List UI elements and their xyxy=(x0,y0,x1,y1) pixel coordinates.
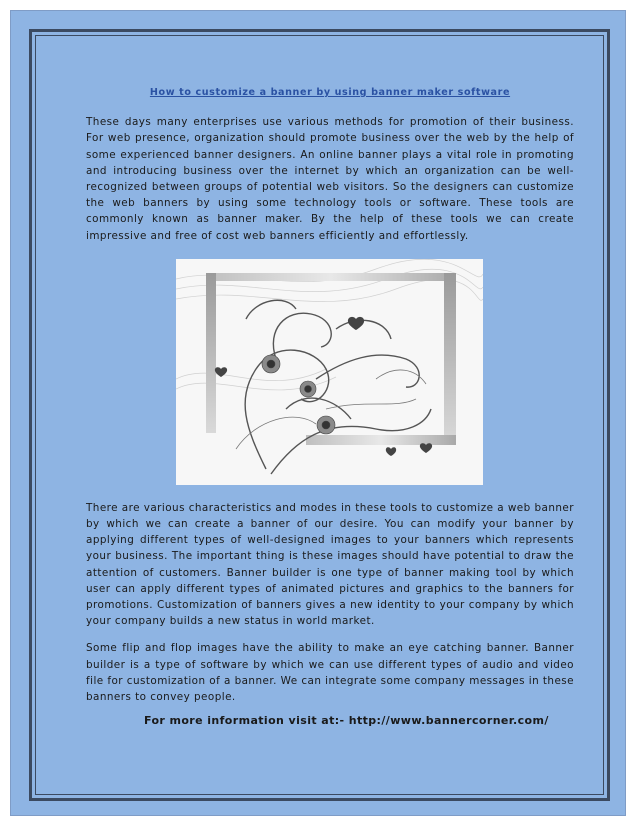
document-body xyxy=(86,71,574,729)
paragraph-intro: These days many enterprises use various methods for promotion of their business. For web presence, organization should promote business over the web by the help of some experienced banner designers. An online banner plays a vital role in promoting and introducing business over the internet by which an organization can be well-recognized between groups of potential web visitors. So the designers can customize the web banners by using some technology tools or software. These tools are commonly known as banner maker. By the help of these tools we can create impressive and free of cost web banners efficiently and effortlessly. xyxy=(86,116,574,242)
document-title: How to customize a banner by using banner maker software xyxy=(149,87,511,98)
more-info-link[interactable]: For more information visit at:- http://www.bannercorner.com/ xyxy=(144,714,549,728)
paragraph-flip-flop: Some flip and flop images have the ability to make an eye catching banner. Banner builder is a type of software by which we can use different types of audio and video file for customization of a banner. We can integrate some company messages in these banners to convey people. xyxy=(86,642,574,704)
banner-illustration xyxy=(176,259,483,485)
page-background xyxy=(10,10,626,816)
floral-swirl-image xyxy=(176,259,483,485)
paragraph-characteristics: There are various characteristics and modes in these tools to customize a web banner by which we can create a banner of our desire. You can modify your banner by applying different types of well-designed images to your banners which represents your business. The important thing is these images should have potential to draw the attention of customers. Banner builder is one type of banner making tool by which user can apply different types of animated pictures and graphics to the banners for promotions. Customization of banners gives a new identity to your company by which your company builds a new status in world market. xyxy=(86,501,574,628)
